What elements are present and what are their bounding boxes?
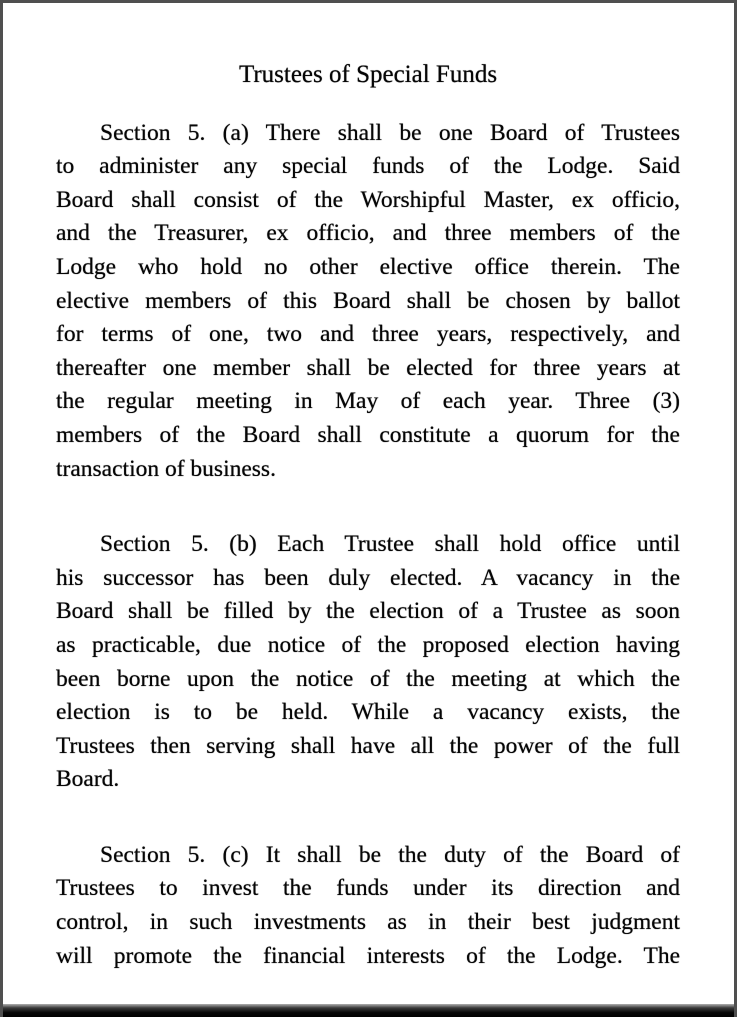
text-line: election is to be held. While a vacancy exists, the [56,699,680,726]
text-line: Section 5. (c) It shall be the duty of the Board of [100,841,680,868]
text-line: to administer any special funds of the Lodge. Said [56,153,680,180]
paragraph-section-5a [56,117,680,487]
document-title: Trustees of Special Funds [238,61,498,88]
text-line: Trustees then serving shall have all the power of the full [56,732,680,759]
text-line: control, in such investments as in their best judgment [56,909,680,936]
text-line: thereafter one member shall be elected for three years at [56,354,680,381]
text-line: Section 5. (b) Each Trustee shall hold office until [100,531,680,558]
page-bottom-scan-edge [0,1004,737,1017]
text-line: elective members of this Board shall be chosen by ballot [56,287,680,314]
text-line: as practicable, due notice of the proposed election having [56,631,680,658]
text-line: Board shall consist of the Worshipful Master, ex officio, [56,186,680,213]
text-line: and the Treasurer, ex officio, and three members of the [56,220,680,247]
text-line: his successor has been duly elected. A vacancy in the [56,564,680,591]
text-line: Board shall be filled by the election of a Trustee as soon [56,598,680,625]
text-line: Trustees to invest the funds under its direction and [56,875,680,902]
document-content [3,3,734,973]
text-line: Lodge who hold no other elective office therein. The [56,253,680,280]
text-line: Board. [56,766,120,793]
paragraph-section-5c [56,839,680,973]
text-line: Section 5. (a) There shall be one Board of Trustees [100,119,680,146]
text-line: for terms of one, two and three years, respectively, and [56,321,680,348]
text-line: will promote the financial interests of the Lodge. The [56,942,680,969]
text-line: the regular meeting in May of each year. Three (3) [56,388,680,415]
text-line: been borne upon the notice of the meeting at which the [56,665,680,692]
text-line: members of the Board shall constitute a quorum for the [56,421,680,448]
text-line: transaction of business. [56,455,276,482]
paragraph-section-5b [56,528,680,797]
